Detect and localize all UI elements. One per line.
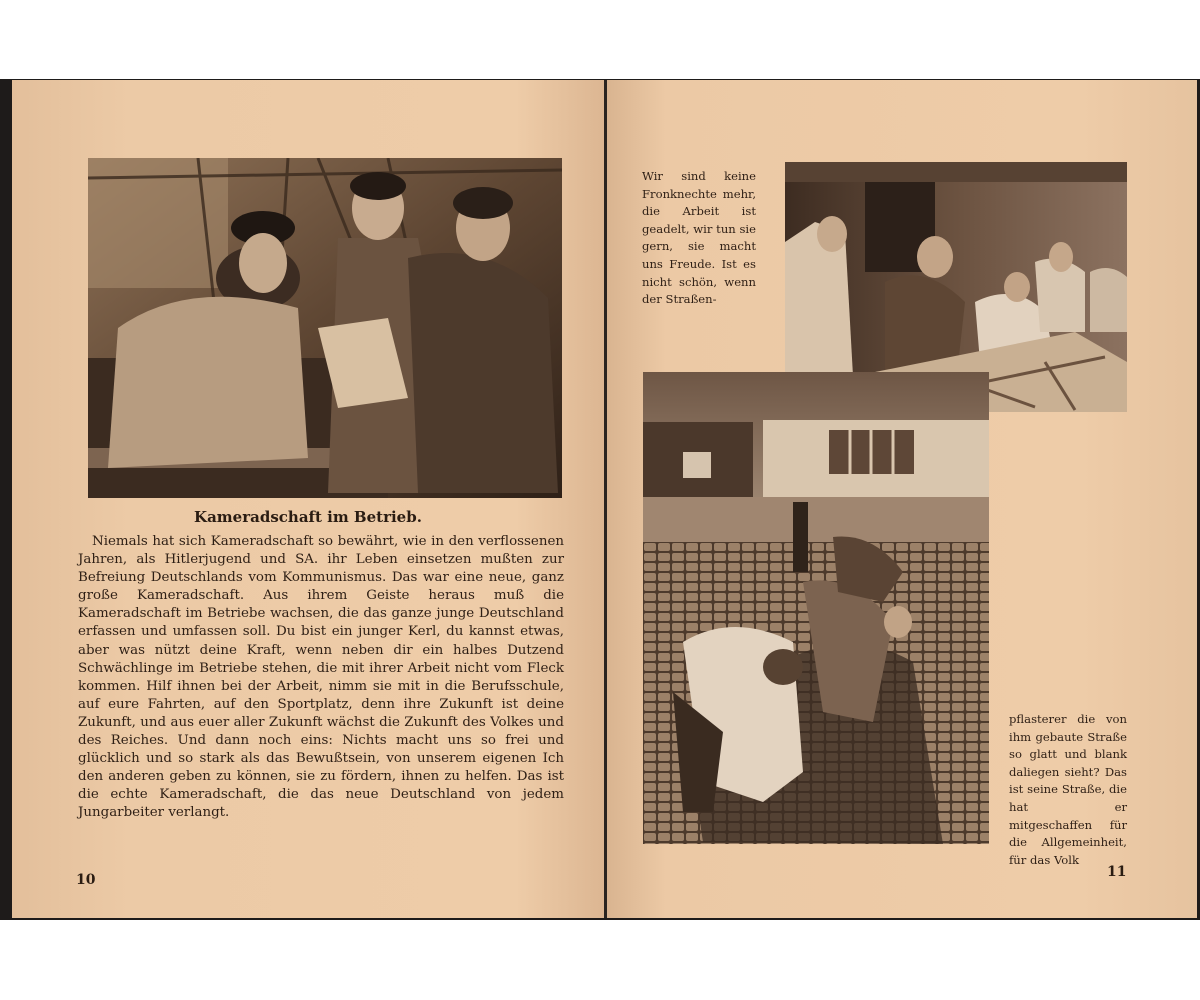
side-text-bottom — [1009, 711, 1127, 869]
right-page — [607, 80, 1197, 918]
body-paragraph — [78, 533, 564, 823]
workshop-lathe-photo-image — [88, 158, 562, 498]
body-paragraph-text: Niemals hat sich Kameradschaft so bewährt, wie in den verflossenen Jahren, als Hitlerjugend und SA. ihr Leben einsetzen mußten zur Befreiung Deutschlands vom Kommunismus. Das war eine neue, ganz große Kameradschaft. Aus ihrem Geiste heraus muß die Kameradschaft im Betriebe wachsen, die das ganze junge Deutschland erfassen und umfassen soll. Du bist ein junger Kerl, du kannst etwas, aber was nützt deine Kraft, wenn neben dir ein halbes Dutzend Schwächlinge im Betriebe stehen, die mit ihrer Arbeit nicht vom Fleck kommen. Hilf ihnen bei der Arbeit, nimm sie mit in die Berufsschule, auf eure Fahrten, auf den Sportplatz, denn ihre Zukunft ist deine Zukunft, und aus euer aller Zukunft wächst die Zukunft des Volkes und des Reiches. Und dann noch eins: Nichts macht uns so frei und glücklich und so stark als das Bewußtsein, von unserem eigenen Ich den anderen geben zu können, sie zu fördern, ihnen zu helfen. Das ist die echte Kameradschaft, die das neue Deutschland von jedem Jungarbeiter verlangt. — [78, 534, 564, 821]
side-text-bottom-content: pflasterer die von ihm gebaute Straße so glatt und blank daliegen sieht? Das ist seine Straße, die hat er mitgeschaffen für die Allgemeinheit, für das Volk — [1009, 712, 1127, 867]
page-number-left: 10 — [76, 872, 96, 888]
street-paving-photo — [643, 372, 989, 844]
photo-caption: Kameradschaft im Betrieb. — [194, 508, 422, 526]
side-text-top — [642, 168, 756, 309]
street-paving-photo-image — [643, 372, 989, 844]
page-number-right: 11 — [1107, 864, 1127, 880]
left-page — [12, 80, 604, 918]
side-text-top-content: Wir sind keine Fronknechte mehr, die Arbeit ist geadelt, wir tun sie gern, sie macht uns Freude. Ist es nicht schön, wenn der Straßen- — [642, 169, 756, 307]
workshop-lathe-photo — [88, 158, 562, 498]
